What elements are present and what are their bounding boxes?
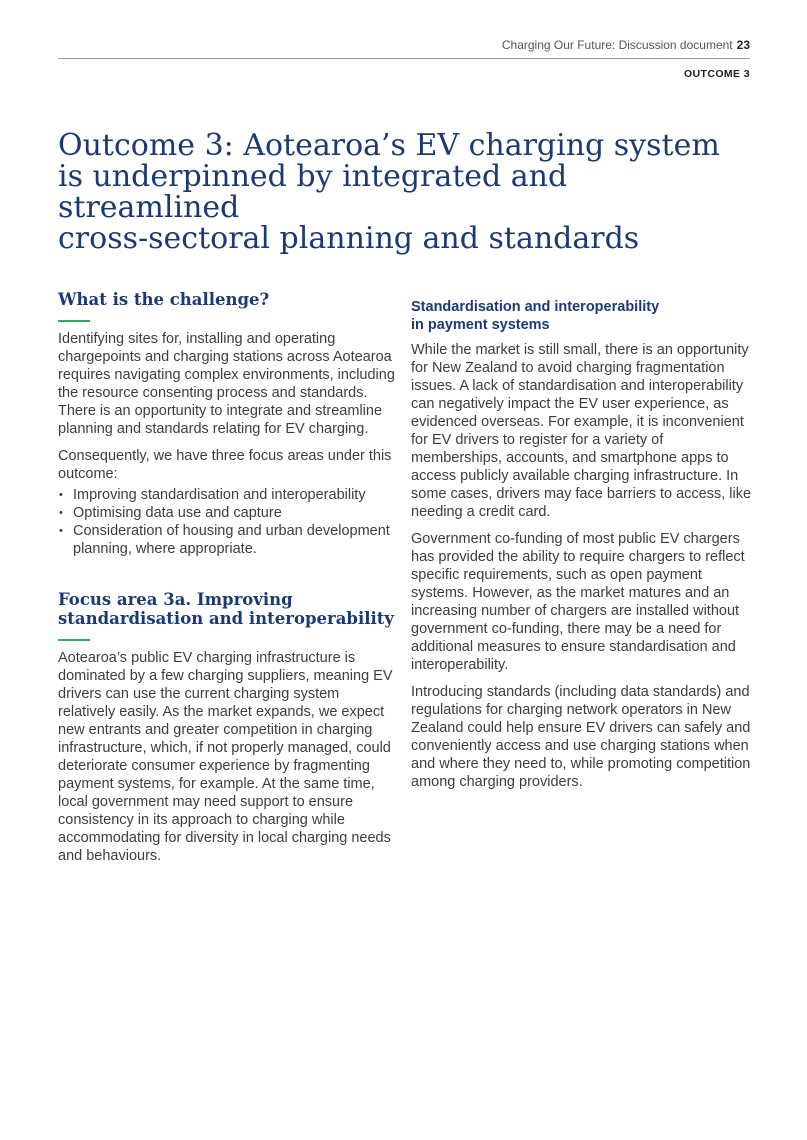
challenge-paragraph: Identifying sites for, installing and operating chargepoints and charging stations across Aotearoa requires navigating complex environments, including the resource consenting process and standards. There is an opportunity to integrate and streamline planning and standards relating for EV charging. (58, 331, 395, 437)
list-item: • Improving standardisation and interoperability (58, 486, 398, 504)
title-line: Outcome 3: Aotearoa’s EV charging system (58, 128, 720, 163)
subheading-line: in payment systems (411, 317, 550, 333)
running-header (502, 38, 750, 52)
challenge-heading: What is the challenge? (58, 290, 270, 309)
focus-area-paragraph: Aotearoa’s public EV charging infrastructure is dominated by a few charging suppliers, meaning EV drivers can use the current charging system relatively easily. As the market expands, we expect new entrants and greater competition in charging infrastructure, which, if not properly managed, could deteriorate consumer experience by fragmenting payment systems, for example. At the same time, local government may need support to ensure consistency in its approach to charging while accommodating for diversity in local charging needs and behaviours. (58, 650, 393, 864)
focus-heading-line: Focus area 3a. Improving (58, 590, 293, 609)
body-paragraph: Government co-funding of most public EV chargers has provided the ability to require chargers to reflect specific requirements, such as open payment systems. However, as the market matures and an increasing number of chargers are installed without government co-funding, there may be a need for additional measures to ensure standardisation and interoperability. (411, 531, 745, 673)
focus-heading-line: standardisation and interoperability (58, 609, 394, 628)
subheading-line: Standardisation and interoperability (411, 299, 660, 315)
focus-area-heading (58, 590, 398, 628)
title-line: cross-sectoral planning and standards (58, 221, 640, 256)
challenge-paragraph: Consequently, we have three focus areas under this outcome: (58, 448, 392, 482)
list-item: • Consideration of housing and urban development planning, where appropriate. (58, 522, 398, 558)
heading-accent-rule (58, 320, 90, 322)
body-paragraph: While the market is still small, there is an opportunity for New Zealand to avoid charging fragmentation issues. A lack of standardisation and interoperability can negatively impact the EV user experience, as evidenced overseas. For example, it is inconvenient for EV drivers to register for a variety of memberships, accounts, and smartphone apps to access publicly available charging infrastructure. In some cases, drivers may face barriers to access, like needing a credit card. (411, 342, 752, 520)
list-item: • Optimising data use and capture (58, 504, 398, 522)
body-paragraph: Introducing standards (including data standards) and regulations for charging network operators in New Zealand could help ensure EV drivers can safely and conveniently access and use charging stations when and where they need to, while promoting competition among charging providers. (411, 684, 751, 790)
right-column (411, 290, 756, 800)
left-column (58, 290, 398, 874)
page-title (58, 130, 758, 254)
payment-systems-subheading (411, 298, 756, 334)
page-number: 23 (736, 38, 750, 52)
document-title: Charging Our Future: Discussion document (501, 38, 733, 52)
section-spacer (58, 572, 398, 590)
page-header (58, 36, 750, 59)
title-line: is underpinned by integrated and streamlined (58, 159, 568, 225)
section-label: OUTCOME 3 (683, 68, 750, 80)
focus-area-list (58, 486, 398, 558)
heading-accent-rule (58, 639, 90, 641)
